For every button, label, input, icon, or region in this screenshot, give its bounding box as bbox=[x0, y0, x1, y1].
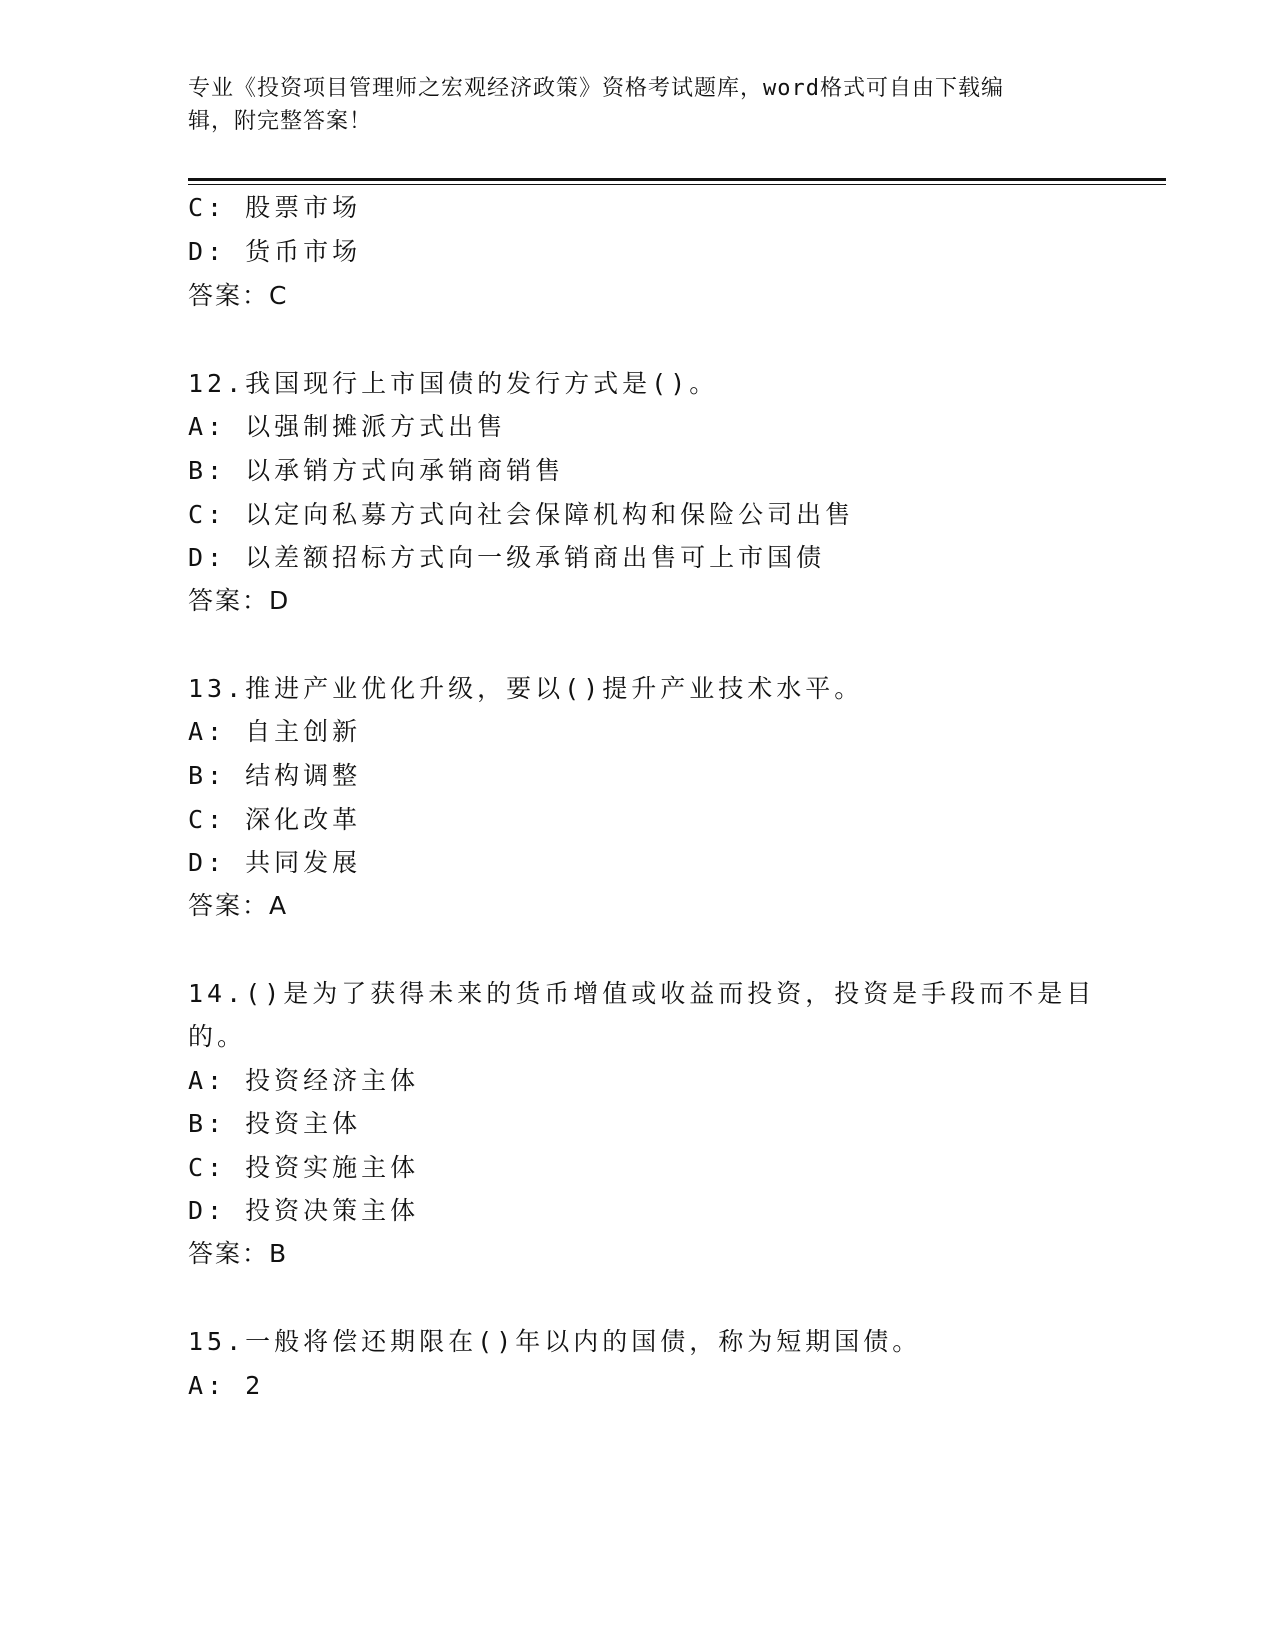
question-12-option-c: C: 以定向私募方式向社会保障机构和保险公司出售 bbox=[188, 500, 855, 529]
header-divider-thick bbox=[188, 178, 1166, 181]
prev-option-c: C: 股票市场 bbox=[188, 193, 362, 222]
question-13-stem: 13.推进产业优化升级，要以()提升产业技术水平。 bbox=[188, 674, 864, 703]
question-12-option-b: B: 以承销方式向承销商销售 bbox=[188, 456, 565, 485]
question-14-stem-line-1: 14.()是为了获得未来的货币增值或收益而投资，投资是手段而不是目 bbox=[188, 979, 1096, 1008]
question-15-option-a: A: 2 bbox=[188, 1371, 265, 1400]
question-14-option-b: B: 投资主体 bbox=[188, 1109, 362, 1138]
header-line-1: 专业《投资项目管理师之宏观经济政策》资格考试题库，word格式可自由下载编 bbox=[188, 76, 1004, 101]
question-13-option-b: B: 结构调整 bbox=[188, 761, 362, 790]
prev-answer: 答案：C bbox=[188, 281, 289, 310]
question-13-option-d: D: 共同发展 bbox=[188, 848, 362, 877]
question-14-option-a: A: 投资经济主体 bbox=[188, 1066, 420, 1095]
question-15-stem: 15.一般将偿还期限在()年以内的国债，称为短期国债。 bbox=[188, 1327, 922, 1356]
header-divider-thin bbox=[188, 184, 1166, 185]
question-12-stem: 12.我国现行上市国债的发行方式是()。 bbox=[188, 369, 719, 398]
question-14-answer: 答案：B bbox=[188, 1239, 289, 1268]
question-13-option-a: A: 自主创新 bbox=[188, 717, 362, 746]
document-header bbox=[188, 72, 1088, 138]
question-14-option-c: C: 投资实施主体 bbox=[188, 1153, 420, 1182]
question-14-option-d: D: 投资决策主体 bbox=[188, 1196, 420, 1225]
question-12-option-d: D: 以差额招标方式向一级承销商出售可上市国债 bbox=[188, 543, 826, 572]
question-12-answer: 答案：D bbox=[188, 586, 291, 615]
header-line-2: 辑，附完整答案！ bbox=[188, 109, 373, 134]
question-13-answer: 答案：A bbox=[188, 891, 289, 920]
prev-option-d: D: 货币市场 bbox=[188, 237, 362, 266]
question-12-option-a: A: 以强制摊派方式出售 bbox=[188, 412, 507, 441]
question-13-option-c: C: 深化改革 bbox=[188, 805, 362, 834]
question-14-stem-line-2: 的。 bbox=[188, 1022, 247, 1051]
